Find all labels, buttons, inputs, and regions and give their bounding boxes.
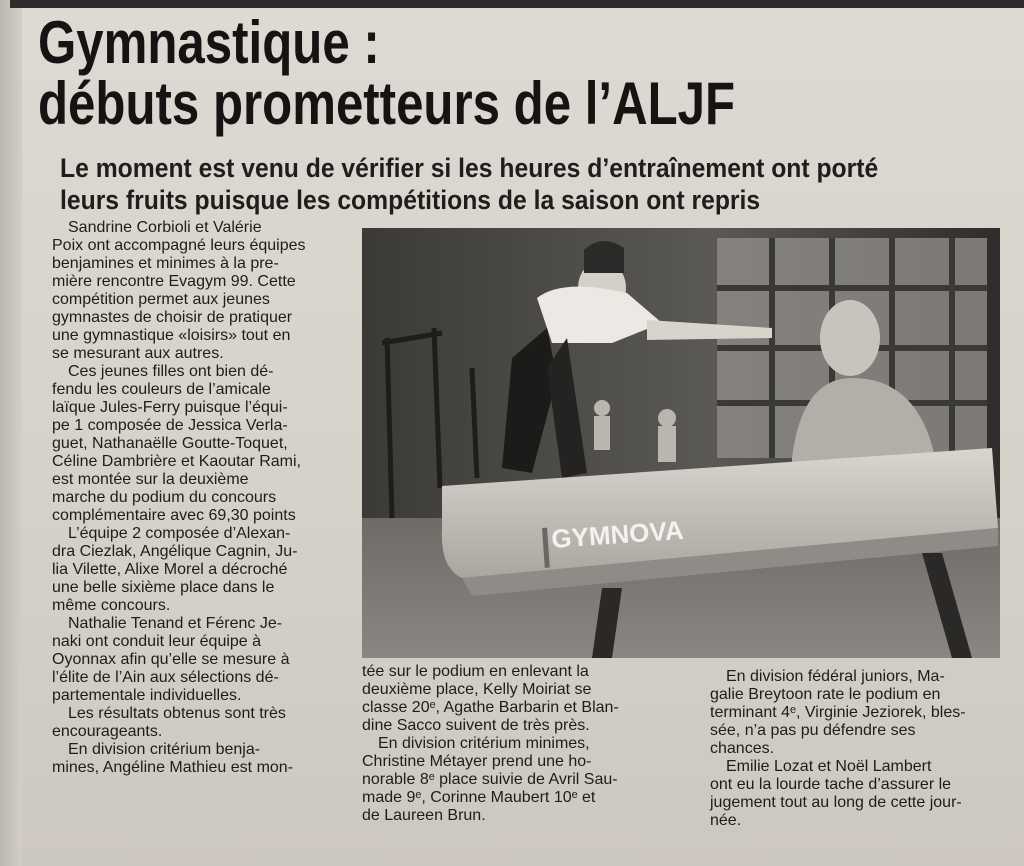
subheadline <box>60 152 878 216</box>
article-column-right <box>710 668 1010 830</box>
text-line: jugement tout au long de cette jour- <box>710 794 962 811</box>
text-line: est montée sur la deuxième <box>52 471 249 488</box>
text-line: mines, Angéline Mathieu est mon- <box>52 759 294 776</box>
text-line: Céline Dambrière et Kaoutar Rami, <box>52 453 301 470</box>
subhead-line-2: leurs fruits puisque les compétitions de la saison ont repris <box>60 185 761 215</box>
text-line: L’équipe 2 composée d’Alexan- <box>68 525 291 542</box>
text-line: même concours. <box>52 597 171 614</box>
text-line: partementale individuelles. <box>52 687 242 704</box>
text-line: Oyonnax afin qu’elle se mesure à <box>52 651 290 668</box>
text-line: Christine Métayer prend une ho- <box>362 753 592 770</box>
text-line: terminant 4ᵉ, Virginie Jeziorek, bles- <box>710 704 966 721</box>
text-line: En division critérium minimes, <box>378 735 590 752</box>
headline-line-2: débuts prometteurs de l’ALJF <box>38 70 736 137</box>
top-rule <box>10 0 1024 8</box>
text-line: dine Sacco suivent de très près. <box>362 717 590 734</box>
page-margin <box>0 0 22 866</box>
text-line: galie Breytoon rate le podium en <box>710 686 941 703</box>
text-line: une belle sixième place dans le <box>52 579 275 596</box>
text-line: encourageants. <box>52 723 163 740</box>
text-line: Ces jeunes filles ont bien dé- <box>68 363 274 380</box>
text-line: norable 8ᵉ place suivie de Avril Sau- <box>362 771 618 788</box>
text-line: laïque Jules-Ferry puisque l’équi- <box>52 399 288 416</box>
text-line: En division fédéral juniors, Ma- <box>726 668 945 685</box>
text-line: ont eu la lourde tache d’assurer le <box>710 776 952 793</box>
text-line: made 9ᵉ, Corinne Maubert 10ᵉ et <box>362 789 596 806</box>
text-line: mière rencontre Evagym 99. Cette <box>52 273 296 290</box>
text-line: En division critérium benja- <box>68 741 261 758</box>
text-line: complémentaire avec 69,30 points <box>52 507 296 524</box>
text-line: l’élite de l’Ain aux sélections dé- <box>52 669 279 686</box>
headline-line-1: Gymnastique : <box>38 9 380 76</box>
text-line: lia Vilette, Alixe Morel a décroché <box>52 561 288 578</box>
text-line: pe 1 composée de Jessica Verla- <box>52 417 288 434</box>
text-line: Sandrine Corbioli et Valérie <box>68 219 262 236</box>
beam-brand-text: GYMNOVA <box>550 514 685 554</box>
article-photo <box>362 228 1000 658</box>
text-line: Poix ont accompagné leurs équipes <box>52 237 306 254</box>
text-line: chances. <box>710 740 775 757</box>
text-line: guet, Nathanaëlle Goutte-Toquet, <box>52 435 288 452</box>
text-line: classe 20ᵉ, Agathe Barbarin et Blan- <box>362 699 619 716</box>
text-line: de Laureen Brun. <box>362 807 486 824</box>
text-line: naki ont conduit leur équipe à <box>52 633 262 650</box>
text-line: sée, n’a pas pu défendre ses <box>710 722 916 739</box>
headline <box>38 9 736 137</box>
text-line: se mesurant aux autres. <box>52 345 224 362</box>
text-line: une gymnastique «loisirs» tout en <box>52 327 291 344</box>
text-line: Nathalie Tenand et Férenc Je- <box>68 615 283 632</box>
text-line: deuxième place, Kelly Moiriat se <box>362 681 592 698</box>
text-line: fendu les couleurs de l’amicale <box>52 381 271 398</box>
text-line: dra Ciezlak, Angélique Cagnin, Ju- <box>52 543 298 560</box>
text-line: née. <box>710 812 742 829</box>
text-line: compétition permet aux jeunes <box>52 291 270 308</box>
text-line: Emilie Lozat et Noël Lambert <box>726 758 932 775</box>
text-line: gymnastes de choisir de pratiquer <box>52 309 293 326</box>
text-line: marche du podium du concours <box>52 489 277 506</box>
subhead-line-1: Le moment est venu de vérifier si les heures d’entraînement ont porté <box>60 153 879 183</box>
article-column-middle <box>362 663 692 825</box>
article-column-left <box>52 219 352 777</box>
gymnast-on-beam-illustration <box>362 228 1000 658</box>
text-line: tée sur le podium en enlevant la <box>362 663 589 680</box>
text-line: Les résultats obtenus sont très <box>68 705 286 722</box>
text-line: benjamines et minimes à la pre- <box>52 255 279 272</box>
